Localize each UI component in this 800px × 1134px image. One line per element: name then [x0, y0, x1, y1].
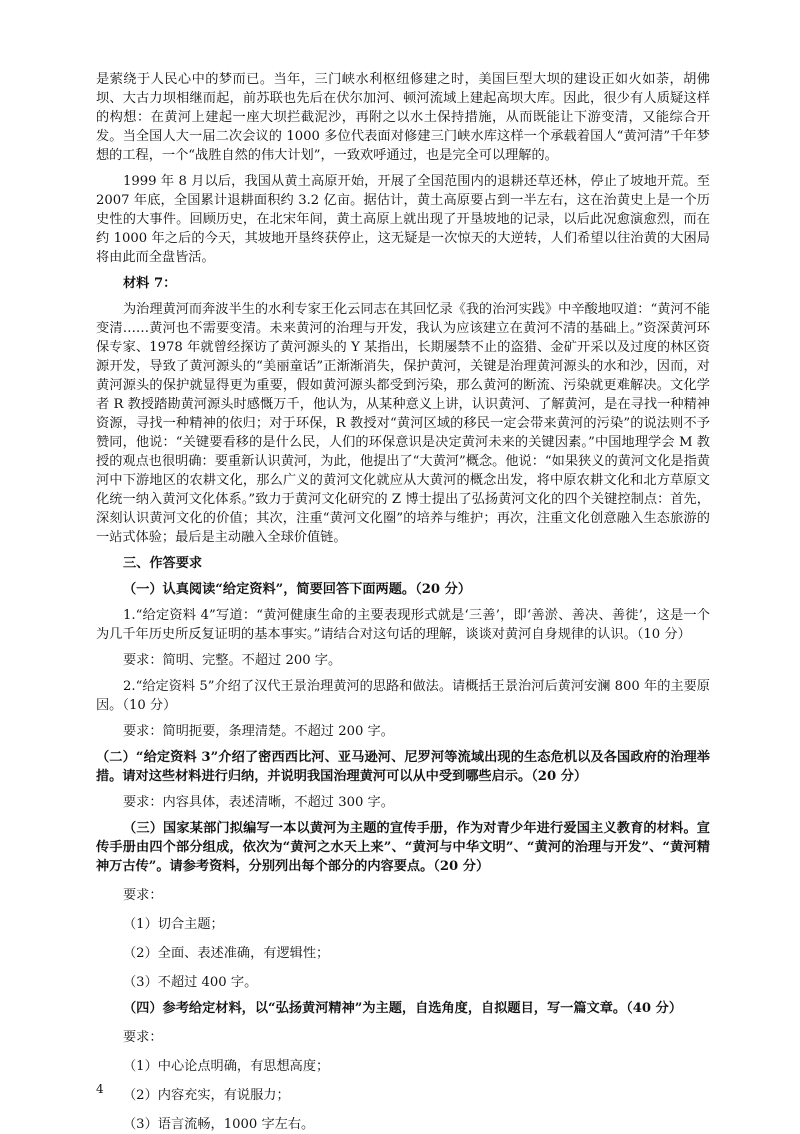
requirement-item: （1）中心论点明确，有思想高度； [123, 1059, 330, 1074]
paragraph: 1999 年 8 月以后，我国从黄土高原开始，开展了全国范围内的退耕还草还林，停止了坡地开荒。至 2007 年底，全国累计退耕面积约 3.2 亿亩。据估计，黄土高原要占到一半左右，这在治黄史上是一个历史性的大事件。回顾历史，在北宋年间，黄土高原上就出现了开垦坡地的记录，以后此况愈演愈烈，而在约 1000 年之后的今天，其坡地开垦终获停止，这无疑是一次惊天的大逆转，人们希望以往治黄的大困局将由此而全盘皆活。 [96, 174, 710, 265]
requirement-item: （2）全面、表述准确，有逻辑性； [123, 946, 330, 961]
question-heading: （四）参考给定材料，以“弘扬黄河精神”为主题，自选角度，自拟题目，写一篇文章。（40 分） [123, 1001, 683, 1016]
page-number: 4 [96, 1082, 104, 1096]
paragraph: 为治理黄河而奔波半生的水利专家王化云同志在其回忆录《我的治河实践》中辛酸地叹道：“黄河不能变清……黄河也不需要变清。未来黄河的治理与开发，我认为应该建立在黄河不清的基础上。”资深黄河环保专家、1978 年就曾经探访了黄河源头的 Y 某指出，长期屡禁不止的盗猎、金矿开采以及过度的林区资源开发，导致了黄河源头的“美丽童话”正渐渐消失，保护黄河，关键是治理黄河源头的水和沙，因而，对黄河源头的保护就显得更为重要，假如黄河源头都受到污染，那么黄河的断流、污染就更难解决。文化学者 R 教授踏勘黄河源头时感慨万千，他认为，从某种意义上讲，认识黄河、了解黄河，是在寻找一种精神资源，寻找一种精神的依归；对于环保，R 教授对“黄河区域的移民一定会带来黄河的污染”的说法则不予赞同，他说：“关键要看移的是什么民，人们的环保意识是决定黄河未来的关键因素。”中国地理学会 M 教授的观点也很明确：要重新认识黄河，为此，他提出了“大黄河”概念。他说：“如果狭义的黄河文化是指黄河中下游地区的农耕文化，那么广义的黄河文化就应从大黄河的概念出发，将中原农耕文化和北方草原文化统一纳入黄河文化体系。”致力于黄河文化研究的 Z 博士提出了弘扬黄河文化的四个关键控制点：首先，深刻认识黄河文化的价值；其次，注重“黄河文化圈”的培养与维护；再次，注重文化创意融入生态旅游的一站式体验；最后是主动融入全球价值链。 [96, 302, 710, 545]
question-heading: （三）国家某部门拟编写一本以黄河为主题的宣传手册，作为对青少年进行爱国主义教育的材料。宣传手册由四个部分组成，依次为“黄河之水天上来”、“黄河与中华文明”、“黄河的治理与开发”、“黄河精神万古传”。请参考资料，分别列出每个部分的内容要点。（20 分） [96, 821, 710, 874]
question-requirement: 要求：简明、完整。不超过 200 字。 [123, 653, 342, 668]
requirement-item: （1）切合主题； [123, 917, 224, 932]
question-text: 1.“给定资料 4”写道：“黄河健康生命的主要表现形式就是‘三善’，即‘善淤、善决、善徙’，这是一个为几千年历史所反复证明的基本事实。”请结合对这句话的理解，谈谈对黄河自身规律的认识。（10 分） [96, 608, 710, 642]
requirement-item: （3）语言流畅，1000 字左右。 [123, 1117, 315, 1132]
section-heading: 三、作答要求 [123, 556, 203, 571]
paragraph: 是萦绕于人民心中的梦而已。当年，三门峡水利枢纽修建之时，美国巨型大坝的建设正如火如荼，胡佛坝、大古力坝相继而起，前苏联也先后在伏尔加河、顿河流域上建起高坝大库。因此，很少有人质疑这样的构想：在黄河上建起一座大坝拦截泥沙，再附之以水土保持措施，从而既能让下游变清，又能综合开发。当全国人大一届二次会议的 1000 多位代表面对修建三门峡水库这样一个承载着国人“黄河清”千年梦想的工程，一个“战胜自然的伟大计划”，一致欢呼通过，也是完全可以理解的。 [96, 72, 710, 163]
question-requirement: 要求：内容具体，表述清晰，不超过 300 字。 [123, 795, 394, 810]
question-heading: （一）认真阅读“给定资料”，简要回答下面两题。（20 分） [123, 582, 472, 597]
question-requirement: 要求： [123, 1030, 163, 1045]
requirement-item: （3）不超过 400 字。 [123, 975, 258, 990]
page-content [96, 70, 710, 1134]
requirement-item: （2）内容充实，有说服力； [123, 1088, 290, 1103]
question-requirement: 要求： [123, 888, 163, 903]
question-text: 2.“给定资料 5”介绍了汉代王景治理黄河的思路和做法。请概括王景治河后黄河安澜 800 年的主要原因。（10 分） [96, 679, 710, 713]
question-heading: （二）“给定资料 3”介绍了密西西比河、亚马逊河、尼罗河等流域出现的生态危机以及各国政府的治理举措。请对这些材料进行归纳，并说明我国治理黄河可以从中受到哪些启示。（20 分） [96, 750, 710, 784]
material-label: 材料 7： [123, 276, 177, 291]
question-requirement: 要求：简明扼要，条理清楚。不超过 200 字。 [123, 724, 394, 739]
